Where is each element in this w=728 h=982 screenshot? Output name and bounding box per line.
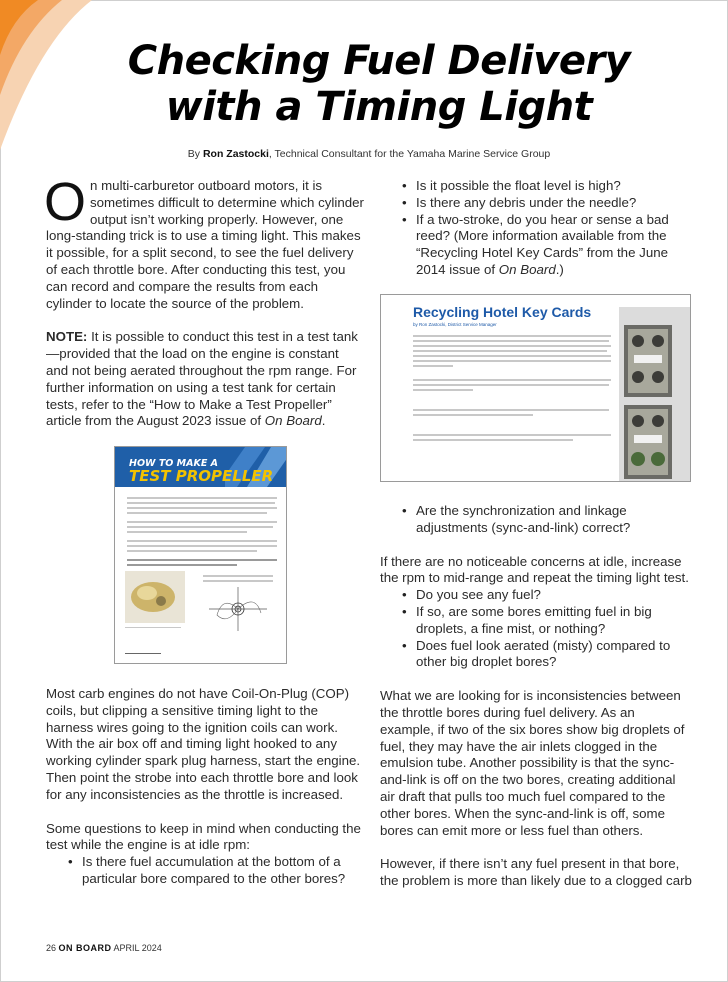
byline <box>0 148 728 160</box>
text-line <box>413 414 533 416</box>
issue-date: APRIL 2024 <box>113 943 162 953</box>
list-item <box>400 212 692 279</box>
text-line <box>127 550 257 552</box>
article-title <box>0 38 728 130</box>
intro-text: n multi-carburetor outboard motors, it is sometimes difficult to determine which cylinder output isn’t working properly. However, one long-standing trick is to use a timing light. This makes it possible, for a split second, to see the fuel delivery of each throttle bore. After conducting this test, you can record and compare the results from each cylinder to locate the source of the problem. <box>46 178 364 311</box>
text-line <box>127 497 277 499</box>
text-line <box>127 502 275 504</box>
text-line <box>127 521 277 523</box>
cop-paragraph: Most carb engines do not have Coil-On-Plug (COP) coils, but clipping a sensitive timing light to the harness wires going to the ignition coils can work. With the air box off and timing light hooked to any working cylinder spark plug harness, start the engine. Then point the strobe into each throttle bore and look for any inconsistencies as the throttle is increased. <box>46 686 361 802</box>
carburetor-photos <box>624 325 672 479</box>
text-line <box>413 389 473 391</box>
note-label: NOTE: <box>46 329 88 345</box>
right-column-top <box>380 178 692 279</box>
text-line <box>413 365 453 367</box>
midrange-paragraph: If there are no noticeable concerns at idle, increase the rpm to mid-range and repeat the timing light test. <box>380 553 689 586</box>
text-line <box>413 360 611 362</box>
test-propeller-article-thumbnail <box>114 446 287 664</box>
title-line-1: Checking Fuel Delivery <box>127 38 631 84</box>
list-item: • Is it possible the float level is high? <box>400 178 692 195</box>
text-line <box>125 653 161 654</box>
text-line <box>125 627 181 628</box>
text-line <box>127 526 273 528</box>
text-line <box>203 575 273 577</box>
note-end: . <box>321 413 326 429</box>
byline-suffix: , Technical Consultant for the Yamaha Marine Service Group <box>268 148 551 160</box>
right-column-bottom <box>380 503 692 890</box>
page-number: 26 <box>46 943 57 953</box>
inconsistencies-paragraph: What we are looking for is inconsistencies between the throttle bores during fuel delivery. As an example, if two of the six bores show big droplets of fuel, they may have the air inlets clogged in the emulsion tube. Another possibility is that the sync-and-link is off on the two bores, creating additional air draft that pulls too much fuel compared to the other bores. When the sync-and-link is off, some bores can emit more or less fuel than others. <box>380 688 685 838</box>
text-line <box>413 434 611 436</box>
byline-prefix: By <box>187 148 201 160</box>
text-line <box>413 355 611 357</box>
text-line <box>413 345 611 347</box>
propeller-diagram <box>205 585 271 633</box>
text-line <box>127 531 247 533</box>
left-column-top <box>44 172 364 430</box>
text-line <box>413 340 609 342</box>
note-italic: On Board <box>264 413 322 429</box>
text-line <box>413 384 609 386</box>
thumbnail-title-line-2: TEST PROPELLER <box>129 467 274 485</box>
text-line <box>413 439 573 441</box>
thumbnail-title-line-1: HOW TO MAKE A <box>129 458 218 469</box>
text-line <box>127 564 237 566</box>
propeller-photo <box>125 571 185 623</box>
keycards-thumbnail-byline: by Ron Zastocki, District Service Manager <box>413 322 497 327</box>
list-item: • Are the synchronization and linkage adjustments (sync-and-link) correct? <box>400 503 692 537</box>
closing-paragraph: However, if there isn’t any fuel present in that bore, the problem is more than likely due to a clogged carb <box>380 856 692 889</box>
midrange-questions-list <box>400 587 692 671</box>
text-line <box>127 545 277 547</box>
idle-questions-list-continued <box>400 178 692 279</box>
text-line <box>127 540 277 542</box>
note-paragraph <box>46 329 364 430</box>
magazine-name: ON BOARD <box>58 943 112 953</box>
left-column-bottom <box>46 686 364 888</box>
text-line <box>413 350 607 352</box>
list-item: • Do you see any fuel? <box>400 587 692 604</box>
intro-paragraph <box>44 172 364 312</box>
two-stroke-text: If a two-stroke, do you hear or sense a bad reed? (More information available from the “Recycling Hotel Key Cards” from the June 2014 issue of <box>416 211 669 277</box>
sync-list <box>400 503 692 537</box>
text-line <box>127 512 267 514</box>
questions-intro: Some questions to keep in mind when conducting the test while the engine is at idle rpm: <box>46 820 361 853</box>
list-item: • Is there fuel accumulation at the bottom of a particular bore compared to the other bores? <box>66 854 364 888</box>
text-line <box>203 580 273 582</box>
byline-author: Ron Zastocki <box>202 148 269 160</box>
text-line <box>413 409 609 411</box>
note-text: It is possible to conduct this test in a test tank—provided that the load on the engine is constant and not being aerated throughout the rpm range. For further information on using a test tank for certain tests, refer to the “How to Make a Test Propeller” article from the August 2023 issue of <box>46 329 358 429</box>
page-footer <box>46 943 162 953</box>
list-item: • Does fuel look aerated (misty) compared to other big droplet bores? <box>400 638 692 672</box>
title-line-2: with a Timing Light <box>165 84 593 130</box>
list-item: • If so, are some bores emitting fuel in big droplets, a fine mist, or nothing? <box>400 604 692 638</box>
text-line <box>127 507 277 509</box>
two-stroke-end: .) <box>555 261 564 277</box>
text-line <box>413 379 611 381</box>
text-line <box>127 559 277 561</box>
recycling-key-cards-article-thumbnail <box>380 294 691 482</box>
text-line <box>413 335 611 337</box>
keycards-thumbnail-title: Recycling Hotel Key Cards <box>413 304 592 320</box>
list-item: • Is there any debris under the needle? <box>400 195 692 212</box>
drop-cap: O <box>44 172 87 232</box>
two-stroke-italic: On Board <box>498 261 556 277</box>
idle-questions-list <box>66 854 364 888</box>
